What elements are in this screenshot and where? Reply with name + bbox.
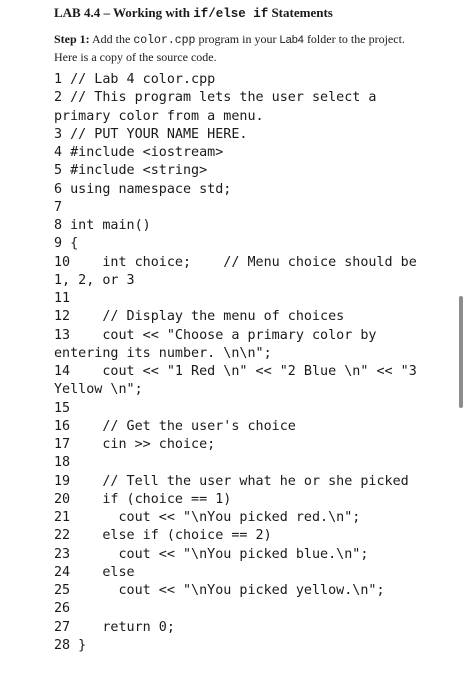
code-line: 24 else bbox=[54, 564, 135, 580]
code-line: 16 // Get the user's choice bbox=[54, 418, 296, 434]
step-file-name: color.cpp bbox=[133, 34, 196, 47]
step-text-2: program in your bbox=[195, 32, 280, 46]
code-line: 1 // Lab 4 color.cpp bbox=[54, 72, 216, 87]
code-line: 6 using namespace std; bbox=[54, 181, 232, 197]
code-line: 19 // Tell the user what he or she picked bbox=[54, 473, 409, 489]
code-line: 3 // PUT YOUR NAME HERE. bbox=[54, 126, 248, 142]
code-line: 14 cout << "1 Red \n" << "2 Blue \n" << "3 Yellow \n"; bbox=[54, 364, 425, 398]
code-line: 27 return 0; bbox=[54, 619, 175, 635]
code-line: 4 #include <iostream> bbox=[54, 145, 224, 160]
code-line: 5 #include <string> bbox=[54, 163, 208, 179]
code-line: 10 int choice; // Menu choice should be 1, 2, or 3 bbox=[54, 254, 425, 288]
code-line: 21 cout << "\nYou picked red.\n"; bbox=[54, 510, 361, 525]
code-line: 18 bbox=[54, 455, 71, 471]
code-line: 2 // This program lets the user select a primary color from a menu. bbox=[54, 90, 385, 124]
code-line: 17 cin >> choice; bbox=[54, 437, 216, 452]
lab-heading bbox=[54, 5, 333, 21]
source-code-listing bbox=[54, 71, 434, 655]
step-text-1: Add the bbox=[89, 32, 134, 46]
heading-prefix: LAB 4.4 – Working with bbox=[54, 5, 194, 20]
code-line: 7 bbox=[54, 199, 63, 215]
code-line: 23 cout << "\nYou picked blue.\n"; bbox=[54, 546, 369, 562]
code-line: 9 { bbox=[54, 236, 79, 252]
code-line: 15 bbox=[54, 400, 71, 416]
code-line: 26 bbox=[54, 601, 71, 617]
code-line: 25 cout << "\nYou picked yellow.\n"; bbox=[54, 583, 385, 598]
code-line: 13 cout << "Choose a primary color by entering its number. \n\n"; bbox=[54, 327, 385, 361]
heading-suffix: Statements bbox=[268, 5, 333, 20]
code-line: 28 } bbox=[54, 637, 87, 653]
code-line: 22 else if (choice == 2) bbox=[54, 528, 272, 544]
code-line: 8 int main() bbox=[54, 218, 151, 233]
step-label: Step 1: bbox=[54, 32, 90, 46]
step-instructions bbox=[54, 31, 424, 65]
code-line: 20 if (choice == 1) bbox=[54, 491, 232, 507]
vertical-scrollbar[interactable] bbox=[459, 296, 463, 408]
heading-code: if/else if bbox=[193, 7, 269, 21]
step-folder-name: Lab4 bbox=[279, 34, 304, 46]
step-text-3: folder to the project. Here is a copy of the source code. bbox=[54, 32, 405, 64]
code-line: 12 // Display the menu of choices bbox=[54, 309, 345, 325]
code-line: 11 bbox=[54, 291, 71, 306]
